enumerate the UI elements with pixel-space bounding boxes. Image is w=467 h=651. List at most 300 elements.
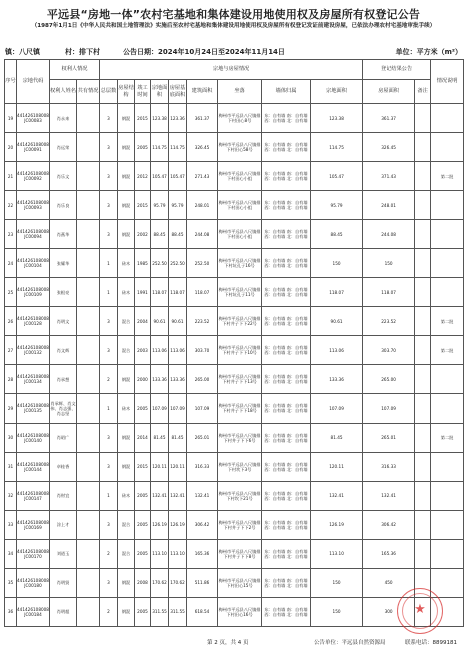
cell-seq: 33 <box>5 510 17 539</box>
cell-year: 2012 <box>135 162 151 191</box>
cell-sharing <box>77 336 100 365</box>
cell-seq: 25 <box>5 278 17 307</box>
cell-structure: 砖木 <box>118 249 135 278</box>
table-row <box>5 133 464 162</box>
cell-name: 肖燕华 <box>50 220 77 249</box>
cell-floors: 3 <box>100 133 118 162</box>
cell-structure: 砖木 <box>118 394 135 423</box>
cell-situation <box>431 220 464 249</box>
cell-land-area: 133.36 <box>151 365 169 394</box>
cell-boundary: 东：自有墙 南：自有墙 西：自有墙 北：自有墙 <box>262 307 311 336</box>
cell-structure: 钢混 <box>118 104 135 133</box>
cell-reg-land: 150 <box>311 568 363 597</box>
cell-year: 2005 <box>135 394 151 423</box>
cell-structure: 钢混 <box>118 452 135 481</box>
cell-boundary: 东：自有墙 南：自有墙 西：自有墙 北：自有墙 <box>262 452 311 481</box>
cell-structure: 混合 <box>118 307 135 336</box>
cell-reg-land: 90.61 <box>311 307 363 336</box>
cell-sharing <box>77 133 100 162</box>
cell-remark <box>415 365 431 394</box>
cell-code: 441426108008JC00092 <box>17 162 50 191</box>
cell-land-area: 311.55 <box>151 597 169 626</box>
cell-remark <box>415 220 431 249</box>
cell-name: 肖乐良 <box>50 191 77 220</box>
cell-floors: 1 <box>100 394 118 423</box>
cell-reg-land: 126.19 <box>311 510 363 539</box>
cell-base-area: 133.36 <box>169 365 187 394</box>
cell-build-area: 244.08 <box>187 220 218 249</box>
cell-location: 梅州市平远县八尺镇排下村井子下下6号 <box>218 423 262 452</box>
cell-land-area: 120.11 <box>151 452 169 481</box>
cell-year: 2000 <box>135 365 151 394</box>
cell-location: 梅州市平远县八尺镇排下村田心小组 <box>218 162 262 191</box>
registration-table <box>4 59 464 627</box>
cell-situation: 第二批 <box>431 423 464 452</box>
cell-code: 441426108008JC00184 <box>17 597 50 626</box>
cell-reg-land: 120.11 <box>311 452 363 481</box>
cell-location: 梅州市平远县八尺镇排下村田心小组 <box>218 191 262 220</box>
cell-boundary: 东：自有墙 南：自有墙 西：自有墙 北：自有墙 <box>262 539 311 568</box>
cell-year: 2005 <box>135 510 151 539</box>
cell-boundary: 东：自有墙 南：自有墙 西：自有墙 北：自有墙 <box>262 104 311 133</box>
cell-build-area: 265.00 <box>187 365 218 394</box>
cell-reg-land: 150 <box>311 597 363 626</box>
cell-floors: 1 <box>100 249 118 278</box>
cell-base-area: 105.47 <box>169 162 187 191</box>
cell-land-area: 107.09 <box>151 394 169 423</box>
table-row <box>5 568 464 597</box>
page-number: 第 2 页，共 4 页 <box>207 640 249 646</box>
cell-floors: 1 <box>100 481 118 510</box>
cell-year: 1991 <box>135 278 151 307</box>
cell-location: 梅州市平远县八尺镇排下村坎下3号 <box>218 452 262 481</box>
cell-floors: 2 <box>100 597 118 626</box>
cell-land-area: 105.47 <box>151 162 169 191</box>
cell-build-area: 326.45 <box>187 133 218 162</box>
cell-seq: 23 <box>5 220 17 249</box>
cell-structure: 砖木 <box>118 278 135 307</box>
table-row <box>5 597 464 626</box>
cell-build-area: 118.07 <box>187 278 218 307</box>
cell-name: 肖文辉 <box>50 336 77 365</box>
table-row <box>5 249 464 278</box>
cell-reg-land: 95.79 <box>311 191 363 220</box>
cell-code: 441426108008JC00147 <box>17 481 50 510</box>
cell-location: 梅州市平远县八尺镇排下村井子下下13号 <box>218 365 262 394</box>
table-row <box>5 539 464 568</box>
cell-structure: 钢混 <box>118 162 135 191</box>
header-reg-group: 登记结果公告 <box>363 60 431 80</box>
cell-code: 441426108008JC00093 <box>17 191 50 220</box>
cell-situation <box>431 539 464 568</box>
cell-structure: 钢混 <box>118 568 135 597</box>
cell-seq: 29 <box>5 394 17 423</box>
contact-phone: 联系电话：8899181 <box>405 640 457 646</box>
notice-unit: 公告单位：平远县自然资源局 <box>314 640 386 646</box>
cell-situation <box>431 394 464 423</box>
cell-build-area: 618.54 <box>187 597 218 626</box>
cell-seq: 19 <box>5 104 17 133</box>
cell-floors: 2 <box>100 365 118 394</box>
cell-build-area: 223.52 <box>187 307 218 336</box>
cell-name: 肖永来 <box>50 104 77 133</box>
cell-build-area: 165.36 <box>187 539 218 568</box>
cell-sharing <box>77 191 100 220</box>
header-structure: 房屋结构 <box>118 80 135 104</box>
cell-reg-house: 450 <box>363 568 415 597</box>
cell-year: 2005 <box>135 539 151 568</box>
cell-reg-house: 361.37 <box>363 104 415 133</box>
cell-remark <box>415 162 431 191</box>
cell-remark <box>415 394 431 423</box>
cell-land-area: 132.41 <box>151 481 169 510</box>
cell-reg-house: 150 <box>363 249 415 278</box>
header-year: 竣工时间 <box>135 80 151 104</box>
cell-base-area: 113.10 <box>169 539 187 568</box>
cell-name: 肖明超 <box>50 597 77 626</box>
table-row <box>5 220 464 249</box>
cell-floors: 3 <box>100 568 118 597</box>
cell-code: 441426108008JC00104 <box>17 249 50 278</box>
cell-situation <box>431 481 464 510</box>
cell-structure: 钢混 <box>118 133 135 162</box>
town-label: 镇：八尺镇 <box>5 48 40 56</box>
header-remark: 备注 <box>415 80 431 104</box>
cell-year: 2004 <box>135 307 151 336</box>
cell-land-area: 88.45 <box>151 220 169 249</box>
cell-location: 梅州市平远县八尺镇排下村井子下下18号 <box>218 394 262 423</box>
cell-remark <box>415 452 431 481</box>
table-row <box>5 510 464 539</box>
cell-build-area: 303.70 <box>187 336 218 365</box>
cell-name: 刘道玉 <box>50 539 77 568</box>
cell-structure: 钢混 <box>118 220 135 249</box>
cell-land-area: 126.19 <box>151 510 169 539</box>
cell-code: 441426108008JC00169 <box>17 510 50 539</box>
table-row <box>5 278 464 307</box>
cell-reg-house: 248.01 <box>363 191 415 220</box>
cell-land-area: 113.06 <box>151 336 169 365</box>
cell-base-area: 81.45 <box>169 423 187 452</box>
cell-reg-house: 303.70 <box>363 336 415 365</box>
cell-build-area: 316.33 <box>187 452 218 481</box>
cell-seq: 26 <box>5 307 17 336</box>
cell-location: 梅州市平远县八尺镇排下村田心15号 <box>218 568 262 597</box>
cell-name: 张耀华 <box>50 249 77 278</box>
cell-reg-house: 306.42 <box>363 510 415 539</box>
header-sharing: 共有情况 <box>77 80 100 104</box>
cell-structure: 混合 <box>118 336 135 365</box>
cell-build-area: 252.50 <box>187 249 218 278</box>
cell-code: 441426108008JC00109 <box>17 278 50 307</box>
cell-name: 肖昭广 <box>50 423 77 452</box>
cell-situation <box>431 104 464 133</box>
cell-land-area: 170.62 <box>151 568 169 597</box>
cell-floors: 3 <box>100 452 118 481</box>
unit-label: 单位：平方米（m²） <box>395 48 462 56</box>
cell-sharing <box>77 568 100 597</box>
cell-code: 441426108008JC00170 <box>17 539 50 568</box>
cell-structure: 钢混 <box>118 365 135 394</box>
cell-year: 2008 <box>135 568 151 597</box>
cell-reg-land: 88.45 <box>311 220 363 249</box>
header-floors: 总层数 <box>100 80 118 104</box>
cell-year: 2014 <box>135 423 151 452</box>
cell-code: 441426108008JC00180 <box>17 568 50 597</box>
cell-situation: 第二批 <box>431 307 464 336</box>
cell-reg-house: 300 <box>363 597 415 626</box>
cell-reg-land: 118.07 <box>311 278 363 307</box>
cell-sharing <box>77 104 100 133</box>
cell-reg-land: 132.41 <box>311 481 363 510</box>
cell-boundary: 东：自有墙 南：自有墙 西：自有墙 北：自有墙 <box>262 510 311 539</box>
cell-name: 肖财宜 <box>50 481 77 510</box>
cell-boundary: 东：自有墙 南：自有墙 西：自有墙 北：自有墙 <box>262 278 311 307</box>
cell-floors: 3 <box>100 336 118 365</box>
cell-boundary: 东：自有墙 南：自有墙 西：自有墙 北：自有墙 <box>262 220 311 249</box>
cell-reg-house: 165.36 <box>363 539 415 568</box>
cell-base-area: 88.45 <box>169 220 187 249</box>
cell-seq: 30 <box>5 423 17 452</box>
cell-location: 梅州市平远县八尺镇排下村坑孔子16号 <box>218 249 262 278</box>
cell-name: 卓桂香 <box>50 452 77 481</box>
cell-reg-house: 223.52 <box>363 307 415 336</box>
cell-reg-land: 113.10 <box>311 539 363 568</box>
cell-code: 441426108008JC00144 <box>17 452 50 481</box>
cell-structure: 钢混 <box>118 191 135 220</box>
cell-code: 441426108008JC00128 <box>17 307 50 336</box>
cell-year: 2005 <box>135 597 151 626</box>
cell-remark <box>415 191 431 220</box>
notice-info-bar <box>5 47 462 57</box>
table-row <box>5 104 464 133</box>
cell-situation <box>431 568 464 597</box>
cell-sharing <box>77 452 100 481</box>
cell-land-area: 252.50 <box>151 249 169 278</box>
cell-year: 2005 <box>135 133 151 162</box>
cell-base-area: 107.09 <box>169 394 187 423</box>
cell-base-area: 311.55 <box>169 597 187 626</box>
cell-remark <box>415 133 431 162</box>
cell-land-area: 118.07 <box>151 278 169 307</box>
cell-floors: 3 <box>100 104 118 133</box>
cell-structure: 钢混 <box>118 423 135 452</box>
cell-situation <box>431 133 464 162</box>
cell-seq: 24 <box>5 249 17 278</box>
cell-year: 2002 <box>135 220 151 249</box>
header-reg-house: 房屋面积 <box>363 80 415 104</box>
cell-base-area: 114.75 <box>169 133 187 162</box>
page-title: 平远县“房地一体”农村宅基地和集体建设用地使用权及房屋所有权登记公告 <box>46 8 421 21</box>
cell-land-area: 90.61 <box>151 307 169 336</box>
cell-boundary: 东：自有墙 南：自有墙 西：自有墙 北：自有墙 <box>262 597 311 626</box>
cell-seq: 35 <box>5 568 17 597</box>
cell-base-area: 113.06 <box>169 336 187 365</box>
cell-sharing <box>77 220 100 249</box>
cell-sharing <box>77 278 100 307</box>
cell-situation <box>431 452 464 481</box>
cell-remark <box>415 104 431 133</box>
header-land-area: 宗地面积 <box>151 80 169 104</box>
header-name: 权利人姓名 <box>50 80 77 104</box>
header-reg-land: 宗地面积 <box>311 80 363 104</box>
cell-name: 肖承想 <box>50 365 77 394</box>
cell-location: 梅州市平远县八尺镇排下村井子下下8号 <box>218 539 262 568</box>
cell-structure: 砖木 <box>118 481 135 510</box>
cell-floors: 3 <box>100 220 118 249</box>
cell-floors: 2 <box>100 539 118 568</box>
cell-code: 441426108008JC00094 <box>17 220 50 249</box>
cell-seq: 36 <box>5 597 17 626</box>
cell-build-area: 306.42 <box>187 510 218 539</box>
cell-floors: 1 <box>100 278 118 307</box>
cell-reg-house: 132.41 <box>363 481 415 510</box>
cell-build-area: 248.01 <box>187 191 218 220</box>
cell-boundary: 东：自有墙 南：自有墙 西：自有墙 北：自有墙 <box>262 394 311 423</box>
cell-floors: 3 <box>100 191 118 220</box>
cell-structure: 混合 <box>118 539 135 568</box>
cell-name: 涂上才 <box>50 510 77 539</box>
village-label: 村：排下村 <box>65 48 100 56</box>
cell-reg-house: 107.09 <box>363 394 415 423</box>
cell-location: 梅州市平远县八尺镇排下村坑孔子11号 <box>218 278 262 307</box>
cell-situation <box>431 278 464 307</box>
cell-build-area: 265.01 <box>187 423 218 452</box>
header-base-area: 房屋基底面积 <box>169 80 187 104</box>
cell-land-area: 81.45 <box>151 423 169 452</box>
cell-name: 肖承辉、肖文伟、肖志强、肖志坚 <box>50 394 77 423</box>
page-subtitle: （1987年1月1日《中华人民共和国土地管理法》实施后至农村宅基地和集体建设用地使用权及房屋所有权登记发证前建设房屋，已依法办理农村宅基地审批手续） <box>31 23 436 29</box>
cell-sharing <box>77 365 100 394</box>
cell-code: 441426108008JC00132 <box>17 336 50 365</box>
cell-reg-land: 107.09 <box>311 394 363 423</box>
star-icon: ★ <box>414 602 426 617</box>
cell-base-area: 118.07 <box>169 278 187 307</box>
cell-year: 1985 <box>135 249 151 278</box>
cell-base-area: 90.61 <box>169 307 187 336</box>
cell-sharing <box>77 249 100 278</box>
cell-seq: 21 <box>5 162 17 191</box>
cell-situation <box>431 365 464 394</box>
cell-floors: 3 <box>100 162 118 191</box>
cell-base-area: 170.62 <box>169 568 187 597</box>
cell-reg-land: 113.06 <box>311 336 363 365</box>
cell-remark <box>415 481 431 510</box>
cell-name: 肖明贤 <box>50 568 77 597</box>
cell-reg-land: 114.75 <box>311 133 363 162</box>
table-row <box>5 394 464 423</box>
cell-base-area: 252.50 <box>169 249 187 278</box>
notice-period: 公告日期：2024年10月24日至2024年11月14日 <box>123 48 285 56</box>
cell-reg-land: 81.45 <box>311 423 363 452</box>
cell-seq: 28 <box>5 365 17 394</box>
cell-boundary: 东：自有墙 南：自有墙 西：自有墙 北：自有墙 <box>262 162 311 191</box>
cell-seq: 32 <box>5 481 17 510</box>
cell-reg-land: 123.38 <box>311 104 363 133</box>
cell-year: 2015 <box>135 452 151 481</box>
cell-boundary: 东：自有墙 南：自有墙 西：自有墙 北：自有墙 <box>262 481 311 510</box>
cell-remark <box>415 249 431 278</box>
cell-land-area: 95.79 <box>151 191 169 220</box>
cell-remark <box>415 539 431 568</box>
cell-boundary: 东：自有墙 南：自有墙 西：自有墙 北：自有墙 <box>262 423 311 452</box>
cell-remark <box>415 423 431 452</box>
cell-remark <box>415 336 431 365</box>
cell-base-area: 120.11 <box>169 452 187 481</box>
cell-reg-house: 118.07 <box>363 278 415 307</box>
cell-land-area: 123.38 <box>151 104 169 133</box>
cell-floors: 3 <box>100 307 118 336</box>
cell-build-area: 271.43 <box>187 162 218 191</box>
cell-land-area: 113.10 <box>151 539 169 568</box>
cell-seq: 20 <box>5 133 17 162</box>
cell-sharing <box>77 510 100 539</box>
cell-base-area: 123.36 <box>169 104 187 133</box>
cell-boundary: 东：自有墙 南：自有墙 西：自有墙 北：自有墙 <box>262 133 311 162</box>
cell-reg-house: 371.43 <box>363 162 415 191</box>
cell-location: 梅州市平远县八尺镇排下村井子下下10号 <box>218 336 262 365</box>
official-seal <box>397 588 443 634</box>
cell-structure: 混合 <box>118 510 135 539</box>
cell-reg-house: 265.01 <box>363 423 415 452</box>
cell-sharing <box>77 539 100 568</box>
table-row <box>5 481 464 510</box>
cell-boundary: 东：自有墙 南：自有墙 西：自有墙 北：自有墙 <box>262 336 311 365</box>
cell-name: 肖明文 <box>50 307 77 336</box>
header-rights-group: 权利人情况 <box>50 60 100 80</box>
cell-code: 441426108008JC00140 <box>17 423 50 452</box>
header-situation: 情况说明 <box>431 60 464 104</box>
cell-location: 梅州市平远县八尺镇排下村坎下21号 <box>218 481 262 510</box>
cell-boundary: 东：自有墙 南：自有墙 西：自有墙 北：自有墙 <box>262 568 311 597</box>
cell-code: 441426108008JC00083 <box>17 104 50 133</box>
cell-reg-land: 150 <box>311 249 363 278</box>
cell-build-area: 107.09 <box>187 394 218 423</box>
cell-code: 441426108008JC00134 <box>17 365 50 394</box>
cell-boundary: 东：自有墙 南：自有墙 西：自有墙 北：自有墙 <box>262 365 311 394</box>
cell-situation: 第二批 <box>431 162 464 191</box>
cell-situation <box>431 191 464 220</box>
cell-sharing <box>77 597 100 626</box>
cell-remark <box>415 278 431 307</box>
cell-year: 2015 <box>135 191 151 220</box>
cell-location: 梅州市平远县八尺镇排下村田心16号 <box>218 597 262 626</box>
cell-remark <box>415 510 431 539</box>
cell-sharing <box>77 423 100 452</box>
cell-year: 2005 <box>135 481 151 510</box>
cell-location: 梅州市平远县八尺镇排下村田心小组 <box>218 220 262 249</box>
cell-land-area: 114.75 <box>151 133 169 162</box>
cell-seq: 34 <box>5 539 17 568</box>
cell-sharing <box>77 394 100 423</box>
cell-situation: 第二批 <box>431 336 464 365</box>
cell-build-area: 361.37 <box>187 104 218 133</box>
cell-boundary: 东：自有墙 南：自有墙 西：自有墙 北：自有墙 <box>262 249 311 278</box>
cell-base-area: 126.19 <box>169 510 187 539</box>
cell-remark <box>415 307 431 336</box>
header-seq: 序号 <box>5 60 17 104</box>
table-row <box>5 307 464 336</box>
cell-boundary: 东：自有墙 南：自有墙 西：自有墙 北：自有墙 <box>262 191 311 220</box>
cell-reg-house: 244.08 <box>363 220 415 249</box>
cell-reg-land: 133.36 <box>311 365 363 394</box>
table-row <box>5 336 464 365</box>
cell-reg-house: 316.33 <box>363 452 415 481</box>
cell-situation <box>431 510 464 539</box>
cell-sharing <box>77 481 100 510</box>
cell-name: 肖乐文 <box>50 162 77 191</box>
cell-base-area: 95.79 <box>169 191 187 220</box>
